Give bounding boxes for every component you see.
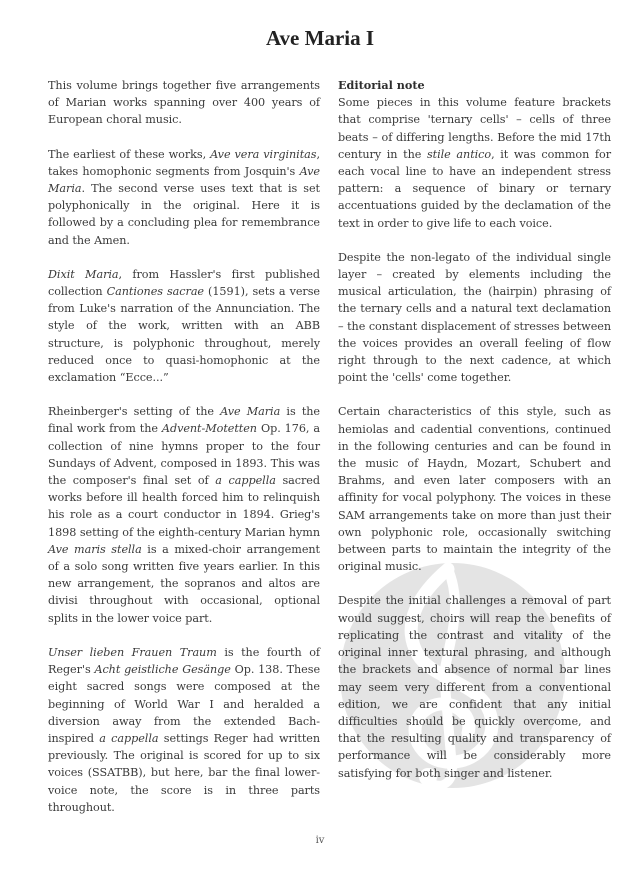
italic-title-text: Advent-Motetten (161, 422, 257, 436)
italic-title-text: Unser lieben Frauen Traum (48, 645, 217, 659)
italic-title-text: Cantiones sacrae (106, 285, 205, 299)
italic-title-text: Dixit Maria (48, 267, 119, 281)
body-text: Despite the initial challenges a removal of part would suggest, choirs will reap the benefits of replicating the contrast and vitality of the original inner textural phrasing, and although the brackets and absence of normal bar lines may seem very different from a conventional edition, we are confident that any initial difficulties should be quickly overcome, and that the resulting quality and transparency of performance will be considerably more satisfying for both singer and listener. (338, 594, 611, 780)
italic-title-text: Ave vera virginitas (210, 147, 317, 161)
body-text: settings Reger had written previously. The original is scored for up to six voices (SSATBB), but here, bar the final lower-voice note, the score is in three parts throughout. (48, 731, 320, 814)
reger-paragraph (48, 644, 320, 816)
right-column (338, 77, 611, 799)
body-text: , from Hassler's first published collection (48, 267, 320, 299)
body-text: is the final work from the (48, 405, 320, 436)
body-text: is a mixed-choir arrangement of a solo song written five years earlier. In this new arrangement, the sopranos and altos are divisi throughout with occasional, optional splits in the lower voice part. (48, 542, 320, 625)
body-text: The earliest of these works, (48, 147, 211, 161)
ternary-cells-paragraph (338, 94, 611, 232)
style-characteristics-paragraph (338, 403, 611, 575)
italic-title-text: a cappella (99, 731, 159, 745)
italic-title-text: Acht geistliche Gesänge (94, 663, 231, 677)
body-text: Certain characteristics of this style, such as hemiolas and cadential conventions, continued in the following centuries and can be found in the music of Haydn, Mozart, Schubert and Brahms, and even later composers with an affinity for vocal polyphony. The voices in these SAM arrangements take on more than just their own polyphonic role, occasionally switching between parts to maintain the integrity of the original music. (338, 405, 611, 574)
body-text: Op. 138. These eight sacred songs were composed at the beginning of World War I and heralded a diversion away from the extended Bach-inspired (48, 663, 321, 745)
body-text: This volume brings together five arrangements of Marian works spanning over 400 years of European choral music. (48, 79, 320, 127)
body-text: (1591), sets a verse from Luke's narration of the Annunciation. The style of the work, written with an ABB structure, is polyphonic throughout, merely reduced once to quasi-homophonic at the exclamation “Ecce...” (48, 285, 320, 385)
dixit-maria-paragraph (48, 266, 320, 386)
ave-vera-virginitas-paragraph (48, 146, 320, 249)
body-text: is the fourth of Reger's (48, 645, 320, 677)
body-text: Some pieces in this volume feature brackets that comprise 'ternary cells' – cells of three beats – of differing lengths. Before the mid 17th century in the (338, 96, 611, 161)
body-text: Despite the non-legato of the individual single layer – created by elements including the musical articulation, the (hairpin) phrasing of the ternary cells and a natural text declamation – the constant displacement of stresses between the voices provides an overall feeling of flow right through to the next cadence, at which point the 'cells' come together. (338, 250, 611, 385)
italic-title-text: stile antico (426, 147, 492, 161)
italic-title-text: a cappella (215, 474, 276, 488)
body-text: , takes homophonic segments from Josquin's (48, 147, 320, 178)
non-legato-paragraph (338, 249, 611, 387)
body-text: , it was common for each vocal line to have an independent stress pattern: a sequence of binary or ternary accentuations guided by the declamation of the text in order to give life to each voice. (338, 147, 612, 230)
initial-challenges-paragraph (338, 592, 611, 781)
editorial-note-heading: Editorial note (338, 78, 425, 92)
italic-title-text: Ave Maria (48, 164, 320, 196)
rheinberger-grieg-paragraph (48, 403, 320, 627)
italic-title-text: Ave maris stella (48, 542, 142, 556)
italic-title-text: Ave Maria (220, 405, 281, 419)
body-text: sacred works before ill health forced him to relinquish his role as a court conductor in 1894. Grieg's 1898 setting of the eighth-century Marian hymn (48, 474, 320, 539)
body-text: Rheinberger's setting of the (48, 405, 221, 419)
body-text: Op. 176, a collection of nine hymns proper to the four Sundays of Advent, composed in 1893. This was the composer's final set of (48, 422, 320, 488)
intro-paragraph (48, 77, 320, 129)
body-text: . The second verse uses text that is set polyphonically in the original. Here it is followed by a concluding plea for remembrance and the Amen. (48, 182, 320, 247)
left-column (48, 77, 320, 833)
page-title: Ave Maria I (265, 26, 375, 50)
page-number: iv (315, 835, 325, 846)
